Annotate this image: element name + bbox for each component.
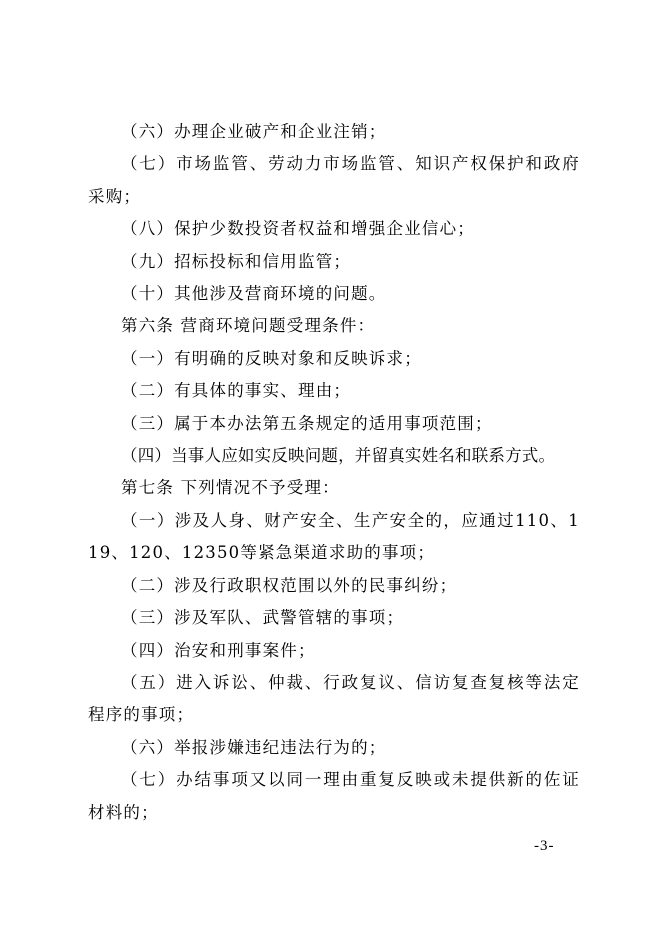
document-body xyxy=(88,116,580,829)
paragraph-condition-2: （二）有具体的事实、理由； xyxy=(121,381,352,401)
paragraph-exclusion-3: （三）涉及军队、武警管辖的事项； xyxy=(121,608,405,628)
article-6-heading: 第六条 营商环境问题受理条件： xyxy=(121,316,376,336)
article-7-heading: 第七条 下列情况不予受理： xyxy=(121,478,340,498)
paragraph-exclusion-1: （一）涉及人身、财产安全、生产安全的，应通过110、119、120、12350等紧急渠道求助的事项； xyxy=(88,510,580,563)
paragraph-exclusion-5: （五）进入诉讼、仲裁、行政复议、信访复查复核等法定程序的事项； xyxy=(88,672,580,725)
paragraph-item-8-investor-protection: （八）保护少数投资者权益和增强企业信心； xyxy=(121,219,475,239)
paragraph-exclusion-6: （六）举报涉嫌违纪违法行为的； xyxy=(121,737,387,757)
paragraph-exclusion-7: （七）办结事项又以同一理由重复反映或未提供新的佐证材料的； xyxy=(88,770,580,822)
paragraph-condition-4: （四）当事人应如实反映问题，并留真实姓名和联系方式。 xyxy=(121,446,556,466)
paragraph-item-6-bankruptcy: （六）办理企业破产和企业注销； xyxy=(121,122,387,141)
paragraph-exclusion-2: （二）涉及行政职权范围以外的民事纠纷； xyxy=(121,575,458,595)
paragraph-item-9-bidding: （九）招标投标和信用监管； xyxy=(121,251,352,271)
paragraph-item-7-market-supervision: （七）市场监管、劳动力市场监管、知识产权保护和政府采购； xyxy=(88,154,580,206)
page-number: -3- xyxy=(534,838,555,854)
paragraph-condition-3: （三）属于本办法第五条规定的适用事项范围； xyxy=(121,413,493,433)
paragraph-condition-1: （一）有明确的反映对象和反映诉求； xyxy=(121,348,422,368)
paragraph-item-10-other: （十）其他涉及营商环境的问题。 xyxy=(121,284,387,304)
paragraph-exclusion-4: （四）治安和刑事案件； xyxy=(121,640,316,660)
